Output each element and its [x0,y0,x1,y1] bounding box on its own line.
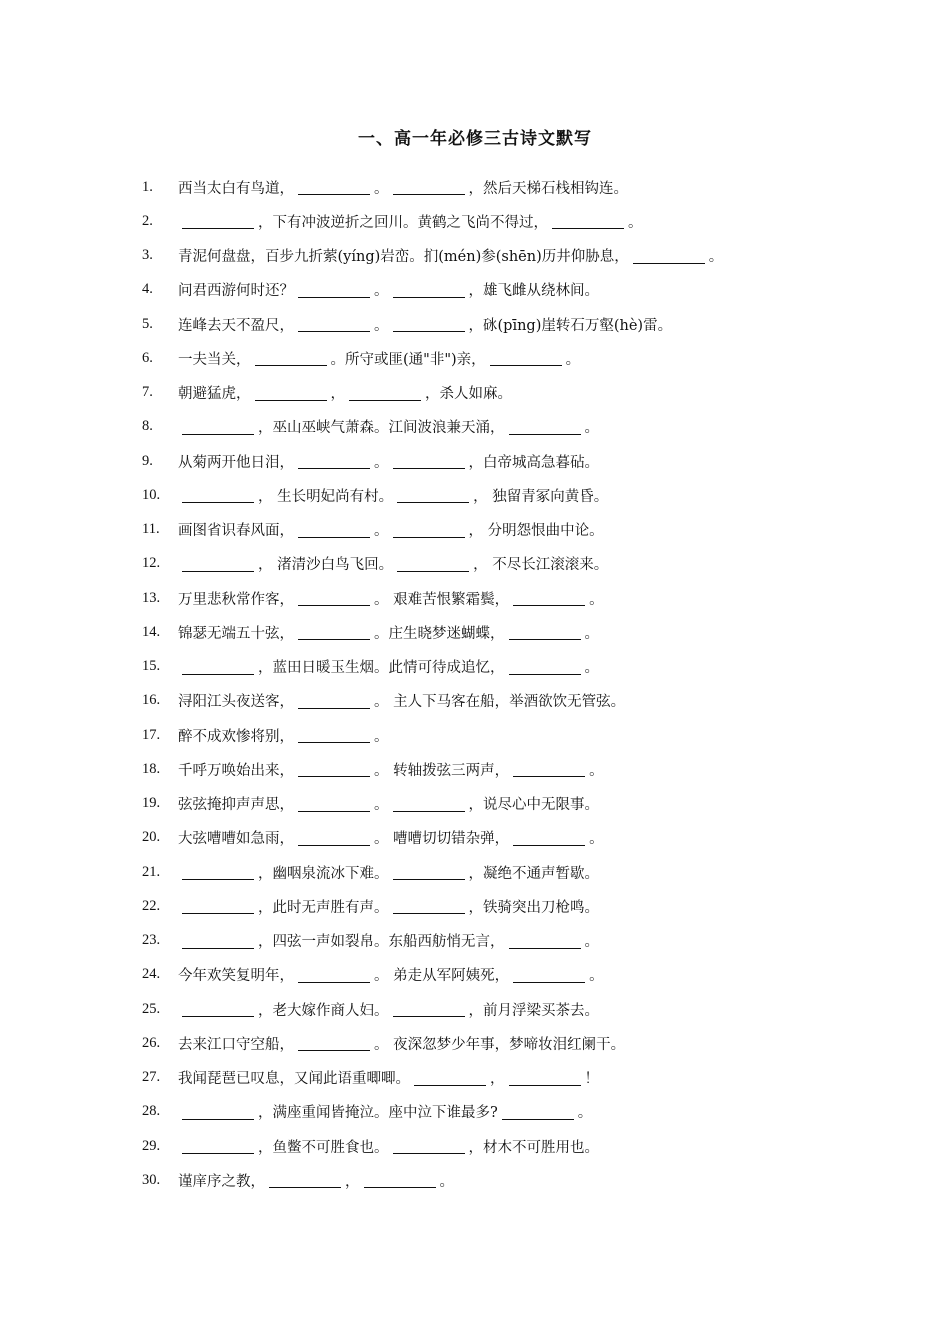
answer-blank[interactable] [509,624,581,640]
answer-blank[interactable] [513,967,585,983]
question-text [178,451,599,472]
text-segment: 去来江口守空船， [178,1036,294,1053]
question-text [178,245,723,266]
answer-blank[interactable] [298,590,370,606]
text-segment: 浔阳江头夜送客， [178,694,294,711]
question-row [142,1095,932,1129]
text-segment: 。所守或匪(通"非")亲， [330,351,486,368]
question-number: 7. [142,384,153,401]
question-row [142,1061,932,1095]
text-segment: 。 [374,728,389,745]
text-segment: 。 [589,762,604,779]
question-row [142,1163,932,1197]
text-segment: 谨庠序之教， [178,1173,265,1190]
answer-blank[interactable] [509,1070,581,1086]
text-segment: 。 [439,1173,454,1190]
question-text [178,896,599,917]
question-row [142,752,932,786]
question-text [178,1136,599,1157]
question-row [142,924,932,958]
answer-blank[interactable] [393,522,465,538]
question-row [142,239,932,273]
question-number: 25. [142,1000,161,1017]
text-segment: ，幽咽泉流冰下难。 [258,865,389,882]
text-segment: 。 [589,591,604,608]
text-segment: ， 独留青冢向黄昏。 [473,488,609,505]
question-row [142,170,932,204]
answer-blank[interactable] [182,659,254,675]
text-segment: 。 [374,797,389,814]
question-row [142,444,932,478]
question-text [178,999,599,1020]
question-row [142,204,932,238]
text-segment: ， [330,386,345,403]
answer-blank[interactable] [182,933,254,949]
text-segment: 。 弟走从军阿姨死， [374,968,510,985]
question-text [178,690,625,711]
question-text [178,862,599,883]
question-list [142,170,932,1198]
question-row [142,581,932,615]
text-segment: 。 [565,351,581,368]
question-row [142,992,932,1026]
question-text [178,1170,454,1191]
answer-blank[interactable] [182,1001,254,1017]
question-row [142,684,932,718]
text-segment: ，鱼鳖不可胜食也。 [258,1139,389,1156]
answer-blank[interactable] [397,556,469,572]
text-segment: 。 转轴拨弦三两声， [374,762,510,779]
answer-blank[interactable] [298,522,370,538]
text-segment: 。 嘈嘈切切错杂弹， [374,831,510,848]
question-number: 14. [142,623,161,640]
question-row [142,889,932,923]
answer-blank[interactable] [269,1172,341,1188]
text-segment: 。 [374,283,389,300]
text-segment: 西当太白有鸟道， [178,180,294,197]
text-segment: 青泥何盘盘，百步九折萦(yíng)岩峦。扪(mén)参(shēn)历井仰胁息， [178,249,629,266]
text-segment: 从菊两开他日泪， [178,454,294,471]
question-text [178,1067,599,1088]
answer-blank[interactable] [393,316,465,332]
text-segment: ， 渚清沙白鸟飞回。 [258,557,394,574]
text-segment: ， 分明怨恨曲中论。 [468,523,604,540]
question-number: 20. [142,829,161,846]
text-segment: 万里悲秋常作客， [178,591,294,608]
text-segment: 。 夜深忽梦少年事，梦啼妆泪红阑干。 [374,1036,626,1053]
question-number: 26. [142,1034,161,1051]
answer-blank[interactable] [182,898,254,914]
answer-blank[interactable] [490,350,562,366]
answer-blank[interactable] [182,419,254,435]
answer-blank[interactable] [298,1035,370,1051]
answer-blank[interactable] [298,282,370,298]
question-text [178,588,604,609]
answer-blank[interactable] [182,1104,254,1120]
answer-blank[interactable] [393,1001,465,1017]
text-segment: 。 [628,214,643,231]
text-segment: ，铁骑突出刀枪鸣。 [468,899,599,916]
text-segment: 今年欢笑复明年， [178,968,294,985]
answer-blank[interactable] [298,761,370,777]
text-segment: ，然后天梯石栈相钩连。 [468,180,628,197]
text-segment: ，材木不可胜用也。 [468,1139,599,1156]
text-segment: 锦瑟无端五十弦， [178,625,294,642]
text-segment: ，此时无声胜有声。 [258,899,389,916]
answer-blank[interactable] [552,213,624,229]
text-segment: ，老大嫁作商人妇。 [258,1002,389,1019]
text-segment: 。 [374,317,389,334]
text-segment: 朝避猛虎， [178,386,251,403]
question-number: 24. [142,966,161,983]
question-text [178,622,599,643]
answer-blank[interactable] [182,487,254,503]
answer-blank[interactable] [393,898,465,914]
text-segment: 连峰去天不盈尺， [178,317,294,334]
text-segment: ，满座重闻皆掩泣。座中泣下谁最多? [258,1105,498,1122]
text-segment: 。 [374,180,389,197]
question-number: 8. [142,418,153,435]
question-text [178,793,599,814]
text-segment: 画图省识春风面， [178,523,294,540]
text-segment: 。 [584,420,599,437]
answer-blank[interactable] [633,248,705,264]
question-number: 19. [142,795,161,812]
text-segment: 。 [589,831,604,848]
question-number: 4. [142,281,153,298]
text-segment: ， 生长明妃尚有村。 [258,488,394,505]
question-row [142,513,932,547]
question-number: 11. [142,521,160,538]
answer-blank[interactable] [509,419,581,435]
question-number: 10. [142,486,161,503]
question-number: 22. [142,897,161,914]
question-text [178,177,628,198]
answer-blank[interactable] [255,385,327,401]
text-segment: 问君西游何时还？ [178,283,294,300]
question-row [142,718,932,752]
answer-blank[interactable] [182,864,254,880]
question-row [142,410,932,444]
text-segment: ， [345,1173,360,1190]
answer-blank[interactable] [298,830,370,846]
question-row [142,1026,932,1060]
text-segment: 大弦嘈嘈如急雨， [178,831,294,848]
text-segment: 弦弦掩抑声声思， [178,797,294,814]
question-row [142,341,932,375]
answer-blank[interactable] [502,1104,574,1120]
question-text [178,1101,592,1122]
question-text [178,827,604,848]
answer-blank[interactable] [298,693,370,709]
answer-blank[interactable] [397,487,469,503]
answer-blank[interactable] [393,453,465,469]
question-row [142,650,932,684]
question-text [178,930,599,951]
question-row [142,273,932,307]
text-segment: ， [490,1071,505,1088]
question-row [142,376,932,410]
question-number: 3. [142,247,153,264]
question-number: 15. [142,658,161,675]
question-number: 28. [142,1103,161,1120]
question-row [142,307,932,341]
text-segment: 我闻琵琶已叹息，又闻此语重唧唧。 [178,1071,410,1088]
text-segment: 。 [584,625,599,642]
answer-blank[interactable] [182,1138,254,1154]
text-segment: ，蓝田日暖玉生烟。此情可待成追忆， [258,660,505,677]
answer-blank[interactable] [393,864,465,880]
text-segment: ，雄飞雌从绕林间。 [468,283,599,300]
question-text [178,759,604,780]
question-row [142,478,932,512]
answer-blank[interactable] [298,179,370,195]
text-segment: 一夫当关， [178,351,251,368]
question-number: 23. [142,932,161,949]
question-number: 18. [142,760,161,777]
answer-blank[interactable] [509,933,581,949]
text-segment: 。 艰难苦恨繁霜鬓， [374,591,510,608]
text-segment: ！ [584,1071,599,1088]
question-text [178,382,512,403]
text-segment: ，砯(pīng)崖转石万壑(hè)雷。 [468,317,673,334]
text-segment: 。 [584,934,599,951]
question-number: 1. [142,178,153,195]
question-text [178,211,643,232]
question-number: 16. [142,692,161,709]
text-segment: 。 主人下马客在船，举酒欲饮无管弦。 [374,694,626,711]
text-segment: 。 [589,968,604,985]
question-text [178,553,608,574]
answer-blank[interactable] [393,179,465,195]
text-segment: ，四弦一声如裂帛。东船西舫悄无言， [258,934,505,951]
answer-blank[interactable] [298,727,370,743]
page-title: 一、高一年必修三古诗文默写 [358,129,592,149]
text-segment: ，巫山巫峡气萧森。江间波浪兼天涌， [258,420,505,437]
question-text [178,485,608,506]
question-text [178,279,599,300]
question-number: 6. [142,349,153,366]
question-number: 30. [142,1171,161,1188]
text-segment: 。庄生晓梦迷蝴蝶， [374,625,505,642]
answer-blank[interactable] [393,796,465,812]
answer-blank[interactable] [255,350,327,366]
answer-blank[interactable] [393,1138,465,1154]
question-number: 13. [142,589,161,606]
text-segment: ，前月浮梁买茶去。 [468,1002,599,1019]
text-segment: 。 [577,1105,593,1122]
question-number: 29. [142,1137,161,1154]
question-text [178,416,599,437]
question-text [178,964,604,985]
question-row [142,855,932,889]
answer-blank[interactable] [298,967,370,983]
question-row [142,787,932,821]
answer-blank[interactable] [364,1172,436,1188]
answer-blank[interactable] [349,385,421,401]
answer-blank[interactable] [513,830,585,846]
question-number: 21. [142,863,161,880]
question-row [142,821,932,855]
answer-blank[interactable] [509,659,581,675]
question-row [142,615,932,649]
question-number: 5. [142,315,153,332]
question-number: 12. [142,555,161,572]
question-text [178,348,580,369]
text-segment: ，白帝城高急暮砧。 [468,454,599,471]
answer-blank[interactable] [298,453,370,469]
text-segment: 。 [708,249,724,266]
question-number: 2. [142,212,153,229]
answer-blank[interactable] [393,282,465,298]
question-row [142,1129,932,1163]
question-text [178,1033,625,1054]
text-segment: 醉不成欢惨将别， [178,728,294,745]
text-segment: ，凝绝不通声暂歇。 [468,865,599,882]
text-segment: 千呼万唤始出来， [178,762,294,779]
text-segment: ，说尽心中无限事。 [468,797,599,814]
answer-blank[interactable] [414,1070,486,1086]
question-row [142,958,932,992]
question-text [178,725,389,746]
question-text [178,656,599,677]
text-segment: ，杀人如麻。 [425,386,512,403]
text-segment: ， 不尽长江滚滚来。 [473,557,609,574]
question-text [178,314,672,335]
answer-blank[interactable] [182,556,254,572]
answer-blank[interactable] [182,213,254,229]
text-segment: 。 [374,523,389,540]
answer-blank[interactable] [298,624,370,640]
answer-blank[interactable] [513,590,585,606]
answer-blank[interactable] [298,796,370,812]
question-text [178,519,604,540]
question-number: 17. [142,726,161,743]
question-number: 9. [142,452,153,469]
text-segment: 。 [374,454,389,471]
text-segment: ，下有冲波逆折之回川。黄鹤之飞尚不得过， [258,214,548,231]
question-number: 27. [142,1069,161,1086]
answer-blank[interactable] [513,761,585,777]
question-row [142,547,932,581]
answer-blank[interactable] [298,316,370,332]
text-segment: 。 [584,660,599,677]
